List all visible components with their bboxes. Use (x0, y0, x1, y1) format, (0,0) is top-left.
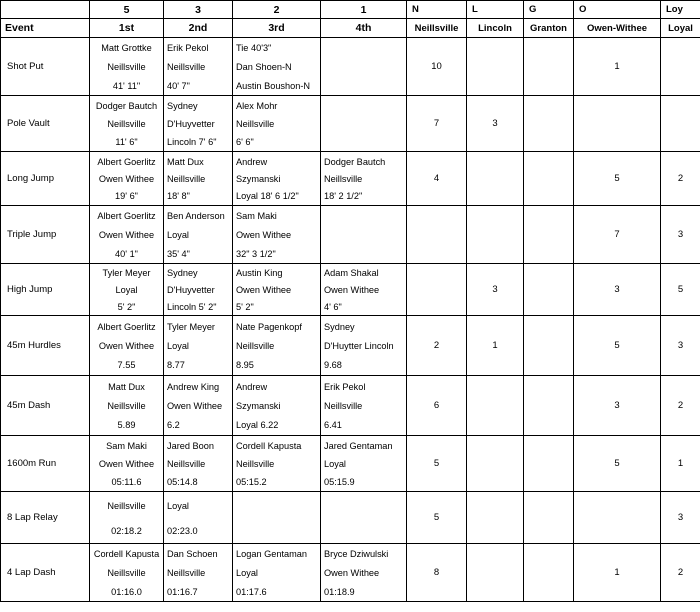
event-row (1, 316, 700, 376)
place-entry (233, 544, 320, 601)
event-row (1, 436, 700, 492)
place-line: Neillsville (167, 61, 206, 72)
place-line: Matt Dux (167, 156, 204, 167)
place-line: 8.95 (236, 360, 254, 371)
place-line: Ben Anderson (167, 211, 225, 222)
team-score (467, 436, 524, 492)
team-score: 1 (574, 544, 661, 602)
place-line: Austin Boushon-N (236, 80, 311, 91)
place-line: 05:14.8 (167, 477, 198, 487)
place-line: Sam Maki (236, 211, 277, 222)
place-entry (233, 96, 320, 151)
place-cell-4 (321, 264, 407, 316)
place-line: Neillsville (107, 567, 146, 578)
place-line: D'Huyvetter (167, 119, 215, 129)
place-cell-3 (233, 316, 321, 376)
team-score: 7 (574, 206, 661, 264)
place-line: Jared Boon (167, 441, 214, 451)
team-score: 3 (661, 492, 700, 544)
team-score (467, 376, 524, 436)
place-line: Neillsville (107, 500, 146, 511)
place-line: Owen Withee (98, 173, 155, 184)
place-line: Owen Withee (236, 284, 292, 295)
place-line: Neillsville (167, 567, 206, 578)
place-line: 05:11.6 (111, 477, 142, 487)
team-code-g: G (524, 1, 574, 19)
event-column-header: Event (1, 19, 90, 38)
place-entry (164, 96, 232, 151)
place-cell-2 (164, 152, 233, 206)
team-score: 3 (661, 206, 700, 264)
team-score (467, 38, 524, 96)
place-line: 6.2 (167, 420, 180, 431)
team-score: 4 (407, 152, 467, 206)
place-line: Neillsville (167, 459, 206, 469)
place-cell-3 (233, 436, 321, 492)
place-header-3rd: 3rd (233, 19, 321, 38)
place-entry (90, 96, 163, 151)
team-score: 3 (467, 96, 524, 152)
team-score (661, 96, 700, 152)
place-cell-2 (164, 38, 233, 96)
team-score (524, 38, 574, 96)
place-line: 05:15.2 (236, 477, 267, 487)
place-cell-3 (233, 206, 321, 264)
place-entry (233, 152, 320, 205)
team-score: 5 (574, 152, 661, 206)
team-score (661, 38, 700, 96)
place-line: Loyal 6.22 (236, 420, 279, 431)
place-line: Owen Withee (98, 459, 155, 469)
place-line: Lincoln 5' 2" (167, 301, 217, 312)
team-score (524, 436, 574, 492)
place-entry (90, 152, 163, 205)
place-line: Bryce Dziwulski (324, 549, 389, 560)
event-row (1, 376, 700, 436)
team-score: 1 (574, 38, 661, 96)
place-line: Cordell Kapusta (93, 549, 160, 560)
place-entry (321, 316, 406, 375)
event-row (1, 96, 700, 152)
place-entry (164, 436, 232, 491)
place-line: 01:18.9 (324, 586, 355, 597)
place-line: 05:15.9 (324, 477, 355, 487)
team-score: 7 (407, 96, 467, 152)
points-header-3rd: 2 (233, 1, 321, 19)
place-line: 5' 2" (117, 301, 136, 312)
place-line: Jared Gentaman (324, 441, 393, 451)
place-cell-3 (233, 376, 321, 436)
place-line: 35' 4" (167, 248, 190, 259)
place-line: Neillsville (107, 400, 146, 411)
team-header-neillsville: Neillsville (407, 19, 467, 38)
place-line: Matt Dux (108, 381, 145, 392)
place-cell-1 (90, 436, 164, 492)
place-line: Owen Withee (98, 340, 155, 351)
place-line: D'Huytter Lincoln (324, 340, 394, 351)
place-line: Nate Pagenkopf (236, 321, 302, 332)
place-cell-2 (164, 492, 233, 544)
place-line: Owen Withee (324, 284, 380, 295)
place-line: Andrew (236, 156, 268, 167)
place-entry (233, 264, 320, 315)
place-line: Tie 40'3" (236, 43, 272, 54)
place-line: Dodger Bautch (324, 156, 386, 167)
team-score: 5 (661, 264, 700, 316)
place-cell-4 (321, 436, 407, 492)
place-line: 41' 11" (112, 80, 141, 91)
place-entry (90, 544, 163, 601)
place-cell-2 (164, 96, 233, 152)
place-line: 6.41 (324, 420, 342, 431)
team-header-lincoln: Lincoln (467, 19, 524, 38)
place-entry (90, 376, 163, 435)
team-score (407, 206, 467, 264)
place-line: 40' 1" (115, 248, 138, 259)
place-line: Andrew King (167, 381, 220, 392)
place-entry (321, 152, 406, 205)
place-line: Neillsville (107, 61, 146, 72)
team-score (524, 96, 574, 152)
place-line: Szymanski (236, 173, 281, 184)
place-line: Erik Pekol (324, 381, 366, 392)
place-line: Tyler Meyer (167, 321, 215, 332)
place-line: 19' 6" (115, 191, 138, 202)
place-line: 8.77 (167, 360, 185, 371)
place-line: Neillsville (236, 119, 275, 129)
team-score: 2 (661, 152, 700, 206)
event-row (1, 492, 700, 544)
place-entry (90, 38, 163, 95)
place-line: 5' 2" (236, 301, 254, 312)
place-line: Sydney (167, 268, 198, 279)
place-line: Owen Withee (324, 567, 380, 578)
place-line: Sydney (167, 101, 198, 111)
place-line: Neillsville (324, 400, 363, 411)
place-entry (90, 436, 163, 491)
place-cell-4 (321, 206, 407, 264)
place-cell-3 (233, 264, 321, 316)
place-cell-2 (164, 544, 233, 602)
place-cell-1 (90, 376, 164, 436)
team-code-l: L (467, 1, 524, 19)
place-cell-1 (90, 316, 164, 376)
place-line: 01:17.6 (236, 586, 267, 597)
place-entry (321, 436, 406, 491)
team-score (524, 492, 574, 544)
place-line: Sydney (324, 321, 355, 332)
place-line: Andrew (236, 381, 268, 392)
team-score: 3 (661, 316, 700, 376)
results-body (1, 1, 700, 602)
place-line: 02:18.2 (111, 525, 142, 536)
place-entry (90, 206, 163, 263)
blank-header-cell (1, 1, 90, 19)
place-line: Dodger Bautch (95, 101, 158, 111)
place-cell-2 (164, 264, 233, 316)
place-cell-4 (321, 38, 407, 96)
team-score (524, 544, 574, 602)
place-entry (164, 316, 232, 375)
place-entry (321, 264, 406, 315)
place-cell-1 (90, 38, 164, 96)
place-line: 11' 6" (115, 137, 138, 147)
event-name: 4 Lap Dash (1, 544, 90, 602)
team-code-o: O (574, 1, 661, 19)
team-score: 8 (407, 544, 467, 602)
place-entry (321, 376, 406, 435)
place-line: 18' 8" (167, 191, 190, 202)
event-row (1, 206, 700, 264)
place-line: 6' 6" (236, 137, 254, 147)
place-line: Loyal 18' 6 1/2" (236, 191, 299, 202)
points-header-row (1, 1, 700, 19)
place-line: 40' 7" (167, 80, 190, 91)
event-name: Long Jump (1, 152, 90, 206)
place-line: 02:23.0 (167, 525, 198, 536)
team-score (467, 206, 524, 264)
team-score: 2 (661, 376, 700, 436)
place-line: Logan Gentaman (236, 549, 308, 560)
place-entry (164, 38, 232, 95)
team-score: 2 (661, 544, 700, 602)
place-cell-2 (164, 316, 233, 376)
team-score: 5 (407, 436, 467, 492)
place-entry (164, 492, 232, 543)
column-header-row (1, 19, 700, 38)
place-line: Adam Shakal (324, 268, 379, 279)
place-cell-3 (233, 96, 321, 152)
place-line: Austin King (236, 268, 283, 279)
team-score: 5 (407, 492, 467, 544)
place-header-2nd: 2nd (164, 19, 233, 38)
team-score (574, 492, 661, 544)
place-line: 4' 6" (324, 301, 342, 312)
place-line: 32" 3 1/2" (236, 248, 276, 259)
team-code-n: N (407, 1, 467, 19)
points-header-4th: 1 (321, 1, 407, 19)
team-score: 1 (661, 436, 700, 492)
event-name: Shot Put (1, 38, 90, 96)
place-cell-4 (321, 544, 407, 602)
team-score (524, 152, 574, 206)
team-score: 5 (574, 316, 661, 376)
place-line: Dan Schoen (167, 549, 218, 560)
place-cell-2 (164, 376, 233, 436)
place-cell-4 (321, 492, 407, 544)
place-line: Loyal (324, 459, 346, 469)
place-entry (233, 376, 320, 435)
points-header-2nd: 3 (164, 1, 233, 19)
team-score: 3 (574, 376, 661, 436)
place-entry (233, 436, 320, 491)
place-line: Dan Shoen-N (236, 61, 292, 72)
team-score: 3 (467, 264, 524, 316)
place-header-1st: 1st (90, 19, 164, 38)
place-entry (90, 316, 163, 375)
event-name: High Jump (1, 264, 90, 316)
place-cell-3 (233, 38, 321, 96)
place-entry (164, 264, 232, 315)
place-line: 5.89 (117, 420, 136, 431)
place-entry (233, 206, 320, 263)
team-score (524, 376, 574, 436)
event-row (1, 544, 700, 602)
place-line: Neillsville (236, 459, 275, 469)
place-line: Erik Pekol (167, 43, 209, 54)
place-entry (164, 206, 232, 263)
place-cell-1 (90, 492, 164, 544)
event-name: 1600m Run (1, 436, 90, 492)
place-cell-1 (90, 206, 164, 264)
place-line: Neillsville (324, 173, 363, 184)
team-score: 5 (574, 436, 661, 492)
place-cell-4 (321, 376, 407, 436)
place-line: D'Huyvetter (167, 284, 215, 295)
place-cell-3 (233, 492, 321, 544)
place-entry (90, 264, 163, 315)
place-line: Matt Grottke (101, 43, 152, 54)
place-line: Loyal (167, 229, 189, 240)
event-name: Pole Vault (1, 96, 90, 152)
team-score (467, 492, 524, 544)
team-score: 2 (407, 316, 467, 376)
place-entry (90, 492, 163, 543)
place-cell-4 (321, 316, 407, 376)
place-entry (233, 38, 320, 95)
place-cell-1 (90, 544, 164, 602)
place-cell-4 (321, 96, 407, 152)
event-name: 8 Lap Relay (1, 492, 90, 544)
points-header-1st: 5 (90, 1, 164, 19)
place-line: 01:16.0 (111, 586, 142, 597)
place-line: Owen Withee (167, 400, 223, 411)
place-entry (164, 544, 232, 601)
team-score: 10 (407, 38, 467, 96)
place-line: Tyler Meyer (102, 268, 151, 279)
place-cell-1 (90, 264, 164, 316)
place-line: Loyal (115, 284, 138, 295)
team-header-granton: Granton (524, 19, 574, 38)
team-score (524, 206, 574, 264)
team-header-loyal: Loyal (661, 19, 700, 38)
team-score: 6 (407, 376, 467, 436)
team-code-loy: Loy (661, 1, 700, 19)
event-row (1, 152, 700, 206)
place-cell-4 (321, 152, 407, 206)
event-row (1, 264, 700, 316)
place-header-4th: 4th (321, 19, 407, 38)
team-score (524, 316, 574, 376)
place-line: Loyal (167, 340, 189, 351)
place-line: Sam Maki (106, 441, 147, 451)
place-line: Neillsville (107, 119, 146, 129)
team-score: 3 (574, 264, 661, 316)
place-line: 7.55 (117, 360, 136, 371)
team-score (407, 264, 467, 316)
place-line: Neillsville (236, 340, 275, 351)
place-entry (233, 316, 320, 375)
place-line: Owen Withee (236, 229, 292, 240)
event-name: 45m Hurdles (1, 316, 90, 376)
team-score (467, 152, 524, 206)
team-score: 1 (467, 316, 524, 376)
place-line: Lincoln 7' 6" (167, 137, 217, 147)
place-line: Neillsville (167, 173, 206, 184)
place-cell-3 (233, 152, 321, 206)
team-score (524, 264, 574, 316)
place-line: 9.68 (324, 360, 342, 371)
place-line: Loyal (167, 500, 189, 511)
place-line: 18' 2 1/2" (324, 191, 363, 202)
place-line: 01:16.7 (167, 586, 198, 597)
event-row (1, 38, 700, 96)
place-entry (321, 544, 406, 601)
event-name: Triple Jump (1, 206, 90, 264)
place-line: Loyal (236, 567, 258, 578)
place-line: Owen Withee (98, 229, 155, 240)
place-line: Szymanski (236, 400, 281, 411)
place-line: Alex Mohr (236, 101, 278, 111)
place-entry (164, 376, 232, 435)
place-line: Albert Goerlitz (97, 211, 156, 222)
place-line: Albert Goerlitz (97, 156, 156, 167)
place-cell-2 (164, 436, 233, 492)
place-line: Cordell Kapusta (236, 441, 302, 451)
place-cell-2 (164, 206, 233, 264)
place-cell-3 (233, 544, 321, 602)
team-score (574, 96, 661, 152)
place-cell-1 (90, 96, 164, 152)
event-name: 45m Dash (1, 376, 90, 436)
place-cell-1 (90, 152, 164, 206)
place-line: Albert Goerlitz (97, 321, 156, 332)
place-entry (164, 152, 232, 205)
team-header-owen-withee: Owen-Withee (574, 19, 661, 38)
team-score (467, 544, 524, 602)
